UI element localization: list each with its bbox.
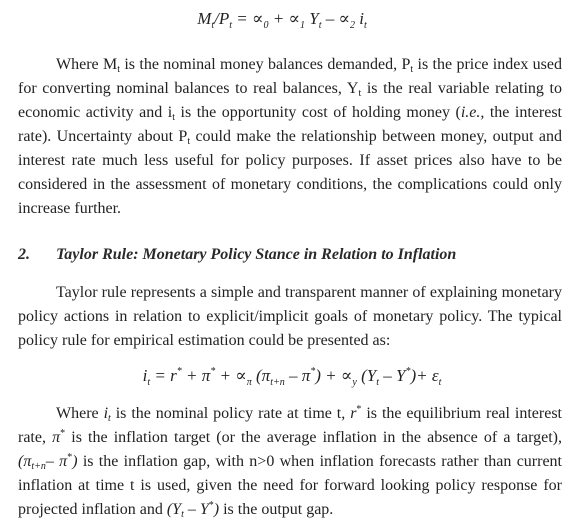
eq2-superscript: *: [310, 366, 316, 377]
eq1-subscript: t: [364, 20, 367, 31]
subscript: t: [108, 413, 111, 424]
italic-text: (π: [18, 453, 32, 470]
eq2-term: ) + ∝: [315, 366, 353, 385]
paragraph-text: Taylor rule represents a simple and transparent manner of explaining monetary policy actions in relation to explicit/implicit goals of monetary policy. The typical policy rule for empirical estimation could be presented as:: [18, 284, 562, 349]
italic-text: π: [52, 429, 61, 446]
eq2-subscript: π: [246, 377, 252, 388]
subscript: t+n: [31, 461, 46, 472]
eq1-term: – ∝: [321, 9, 351, 28]
subscript: t: [181, 509, 184, 520]
paragraph-text: Where M: [56, 56, 118, 73]
italic-text: – π: [45, 453, 68, 470]
document-page: [18, 0, 562, 522]
eq2-term: i: [142, 366, 148, 385]
eq1-subscript: 1: [300, 20, 306, 31]
eq2-superscript: *: [210, 366, 216, 377]
eq2-term: (π: [251, 366, 271, 385]
eq2-subscript: t+n: [270, 377, 285, 388]
superscript: *: [60, 428, 66, 439]
subscript: t: [117, 64, 120, 75]
paragraph-text: is the equilibrium real interest rate,: [18, 405, 562, 446]
subscript: t: [172, 112, 176, 123]
eq1-term: i: [355, 9, 365, 28]
paragraph-text: Where: [56, 405, 104, 422]
paragraph-text: is the nominal money balances demanded, P: [120, 56, 411, 73]
section-number: 2.: [18, 246, 30, 263]
italic-text: r: [350, 405, 357, 422]
eq1-term: + ∝: [268, 9, 301, 28]
eq2-term: + ∝: [215, 366, 247, 385]
paragraph-money-demand: [18, 53, 562, 221]
eq2-term: + π: [181, 366, 211, 385]
superscript: *: [356, 404, 362, 415]
taylor-rule-equation: [22, 359, 562, 396]
eq1-term: Y: [305, 9, 319, 28]
eq1-subscript: t: [211, 20, 215, 31]
eq2-subscript: t: [438, 377, 442, 388]
italic-text: ): [213, 501, 220, 518]
eq1-term: M: [197, 9, 212, 28]
eq1-subscript: t: [318, 20, 322, 31]
eq2-subscript: t: [147, 377, 151, 388]
eq1-term: = ∝: [232, 9, 264, 28]
paragraph-variable-definitions: [18, 402, 562, 522]
italic-text: ): [72, 453, 78, 470]
paragraph-text: is the nominal policy rate at time t,: [110, 405, 351, 422]
eq2-term: )+ ε: [410, 366, 439, 385]
eq2-term: = r: [150, 366, 177, 385]
italic-text: – Y: [183, 501, 209, 518]
money-demand-equation: [2, 6, 562, 39]
italic-text: i: [103, 405, 109, 422]
paragraph-text: is the inflation gap, with n>0 when inflation forecasts rather than current inflation at time t is used, given the need for forward looking policy response for projected inflation and: [18, 453, 563, 518]
subscript: t: [358, 88, 362, 99]
paragraph-text: is the price index used for converting nominal balances to real balances, Y: [18, 56, 562, 97]
eq2-superscript: *: [176, 366, 182, 377]
paragraph-text: is the real variable relating to economic activity and i: [18, 80, 562, 121]
eq2-term: (Y: [356, 366, 377, 385]
paragraph-text: could make the relationship between money, output and interest rate much less useful for policy purposes. If asset prices also have to be considered in the assessment of monetary conditions, the complications could only increase further.: [18, 128, 562, 217]
eq1-term: /P: [214, 9, 230, 28]
eq1-subscript: 2: [350, 20, 356, 31]
superscript: *: [67, 452, 73, 463]
superscript: *: [208, 500, 214, 511]
section-heading: [18, 243, 562, 267]
subscript: t: [410, 64, 414, 75]
paragraph-text: is the output gap.: [219, 501, 334, 518]
eq2-superscript: *: [405, 366, 411, 377]
subscript: t: [187, 136, 191, 147]
paragraph-text: the interest rate). Uncertainty about P: [18, 104, 563, 145]
italic-text: i.e.,: [460, 104, 485, 121]
section-title: Taylor Rule: Monetary Policy Stance in Relation to Inflation: [56, 246, 457, 263]
eq2-subscript: t: [376, 377, 379, 388]
paragraph-taylor-rule: [18, 281, 562, 353]
paragraph-text: is the inflation target (or the average inflation in the absence of a target),: [65, 429, 562, 446]
italic-text: (Y: [166, 501, 182, 518]
eq1-subscript: t: [229, 20, 233, 31]
eq2-subscript: y: [352, 377, 357, 388]
eq2-term: – Y: [379, 366, 406, 385]
eq1-subscript: 0: [263, 20, 269, 31]
paragraph-text: is the opportunity cost of holding money (: [175, 104, 461, 121]
eq2-term: – π: [284, 366, 311, 385]
